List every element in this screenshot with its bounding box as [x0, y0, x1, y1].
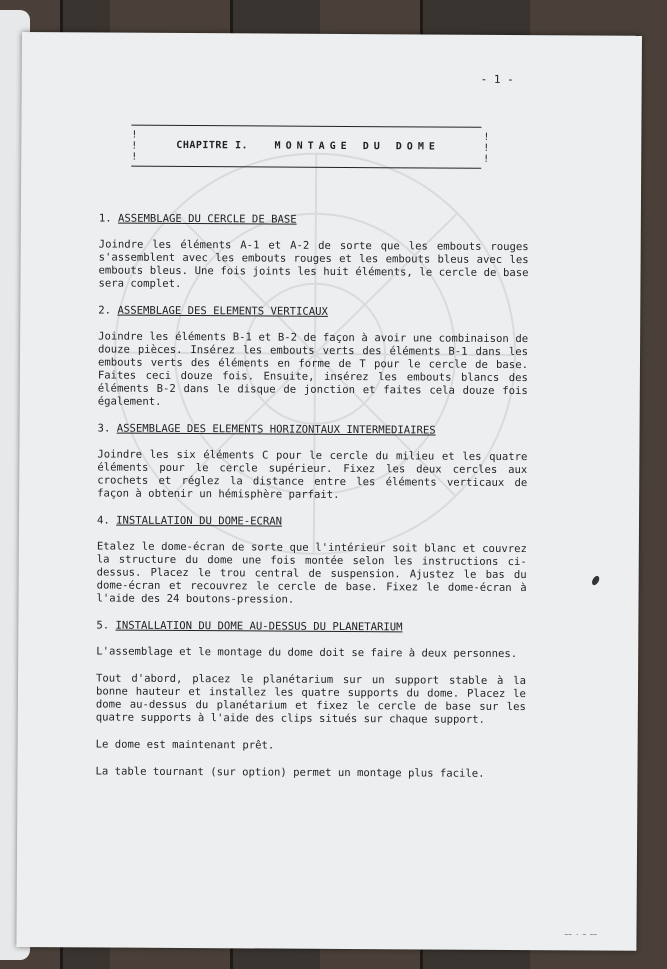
paragraph: Etalez le dome-écran de sorte que l'intérieur soit blanc et couvrez la structure du dome une fois montée selon les instructions ci-dessus. Placez le trou central de suspension. Ajustez le bas du dome-écran et recouvrez le cercle de base. Fixez le dome-écran à l'aide des 24 boutons-pression.: [96, 540, 527, 606]
section-title: ASSEMBLAGE DU CERCLE DE BASE: [117, 212, 297, 226]
section-title: INSTALLATION DU DOME AU-DESSUS DU PLANETARIUM: [115, 619, 403, 634]
section-1: [98, 212, 528, 293]
chapter-title-box: [131, 125, 490, 169]
section-number: 3.: [97, 422, 111, 435]
document-page: [16, 32, 642, 951]
section-heading: [98, 304, 528, 320]
paragraph: Le dome est maintenant prêt.: [95, 738, 275, 752]
section-heading: [98, 422, 528, 438]
chapter-heading: [176, 140, 440, 153]
section-number: 5.: [96, 619, 110, 632]
paragraph: La table tournant (sur option) permet un montage plus facile.: [95, 765, 485, 780]
section-title: INSTALLATION DU DOME-ECRAN: [116, 514, 283, 528]
dust-speck: [591, 575, 601, 587]
paragraph: Joindre les éléments A-1 et A-2 de sorte que les embouts rouges s'assemblent avec les embouts rouges et les embouts bleus avec les embouts bleus. Une fois joints les huit éléments, le cercle de base sera complet.: [98, 238, 529, 290]
section-number: 2.: [98, 304, 112, 317]
section-number: 1.: [98, 212, 112, 225]
section-heading: [97, 514, 527, 530]
footer-mark: ~~ · ~ ~~: [564, 931, 598, 939]
paragraph: Joindre les éléments B-1 et B-2 de façon à avoir une combinaison de douze pièces. Insérez les embouts verts des éléments B-1 dans les embouts verts des éléments en forme de T pour le cercle de base. Faites ceci douze fois. Ensuite, insérez les embouts blancs des éléments B-2 dans le disque de jonction et faites cela douze fois également.: [97, 330, 529, 408]
paragraph: Tout d'abord, placez le planétarium sur un support stable à la bonne hauteur et installez les quatre supports du dome. Placez le dome au-dessus du planétarium et fixez le cercle de base sur les quatre supports à l'aide des clips situés sur chaque support.: [95, 672, 527, 726]
paragraph: Joindre les six éléments C pour le cercle du milieu et les quatre éléments pour le cercle supérieur. Fixez les deux cercles aux crochets et réglez la distance entre les éléments verticaux de façon à obtenir un hémisphère parfait.: [97, 448, 528, 501]
section-title: ASSEMBLAGE DES ELEMENTS HORIZONTAUX INTERMEDIAIRES: [116, 422, 436, 437]
document-body: [95, 212, 529, 795]
section-5: [95, 619, 526, 781]
section-2: [98, 304, 529, 411]
section-heading: [96, 619, 526, 635]
section-number: 4.: [96, 514, 110, 527]
section-4: [96, 514, 527, 608]
chapter-title: MONTAGE DU DOME: [274, 140, 440, 153]
page-number: - 1 -: [480, 72, 514, 87]
box-mark-left: ! ! !: [131, 129, 138, 163]
paragraph: L'assemblage et le montage du dome doit se faire à deux personnes.: [96, 645, 518, 661]
section-3: [97, 422, 527, 503]
section-title: ASSEMBLAGE DES ELEMENTS VERTICAUX: [117, 304, 328, 318]
chapter-label: CHAPITRE I.: [176, 139, 249, 152]
box-mark-right: ! ! !: [483, 131, 490, 165]
section-heading: [99, 212, 529, 228]
